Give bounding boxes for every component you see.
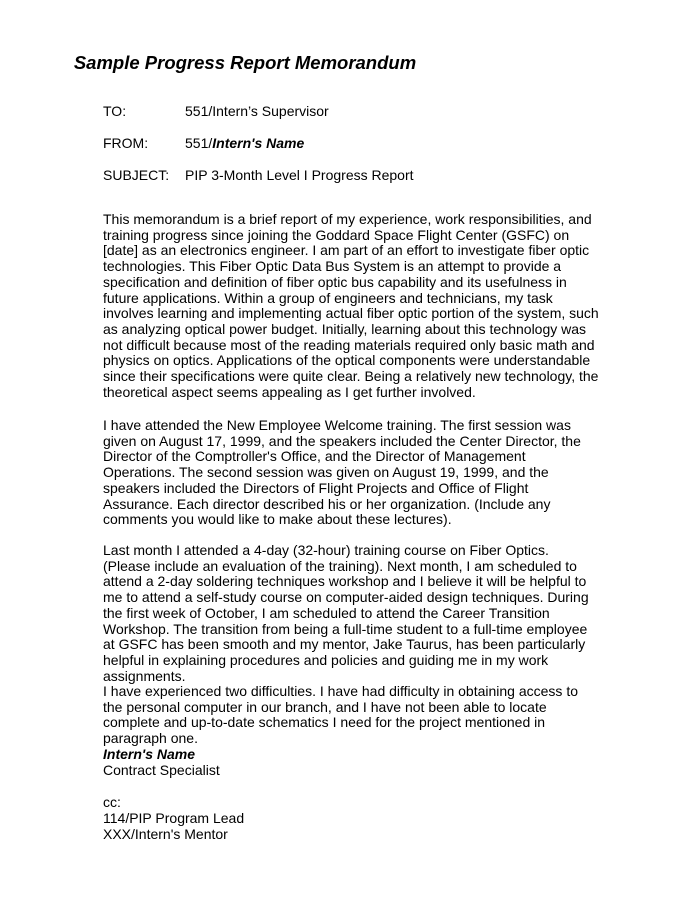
signature-name: Intern's Name	[103, 746, 196, 762]
cc-recipient: 114/PIP Program Lead	[103, 810, 245, 826]
from-name: Intern's Name	[212, 135, 305, 151]
to-row	[103, 102, 329, 120]
cc-recipient: XXX/Intern's Mentor	[103, 826, 228, 842]
to-label: TO:	[103, 103, 127, 119]
subject-value: PIP 3-Month Level I Progress Report	[185, 167, 414, 183]
cc-block	[103, 794, 244, 842]
to-value: 551/Intern’s Supervisor	[185, 103, 329, 119]
from-row	[103, 134, 304, 152]
paragraph-3: Last month I attended a 4-day (32-hour) training course on Fiber Optics. (Please include an evaluation of the training). Next month, I am scheduled to attend a 2-day soldering techniques workshop and I believe it will be helpful to me to attend a self-study course on computer-aided design techniques. During the first week of October, I am scheduled to attend the Career Transition Workshop. The transition from being a full-time student to a full-time employee at GSFC has been smooth and my mentor, Jake Taurus, has been particularly helpful in explaining procedures and policies and guiding me in my work assignments.	[103, 542, 589, 684]
subject-row	[103, 166, 414, 184]
memo-title: Sample Progress Report Memorandum	[73, 52, 417, 73]
signature-block	[103, 746, 220, 778]
paragraph-4: I have experienced two difficulties. I have had difficulty in obtaining access to the personal computer in our branch, and I have not been able to locate complete and up-to-date schematics I need for the project mentioned in paragraph one.	[103, 683, 578, 747]
paragraph-1: This memorandum is a brief report of my experience, work responsibilities, and training progress since joining the Goddard Space Flight Center (GSFC) on [date] as an electronics engineer. I am part of an effort to investigate fiber optic technologies. This Fiber Optic Data Bus System is an attempt to provide a specification and definition of fiber optic bus capability and its usefulness in future applications. Within a group of engineers and technicians, my task involves learning and implementing actual fiber optic portion of the system, such as analyzing optical power budget. Initially, learning about this technology was not difficult because most of the reading materials required only basic math and physics on optics. Applications of the optical components were understandable since their specifications were quite clear. Being a relatively new technology, the theoretical aspect seems appealing as I get further involved.	[103, 211, 599, 400]
cc-label: cc:	[103, 794, 121, 810]
subject-label: SUBJECT:	[103, 167, 170, 183]
paragraph-2: I have attended the New Employee Welcome training. The first session was given on August 17, 1999, and the speakers included the Center Director, the Director of the Comptroller's Office, and the Director of Management Operations. The second session was given on August 19, 1999, and the speakers included the Directors of Flight Projects and Office of Flight Assurance. Each director described his or her organization. (Include any comments you would like to make about these lectures).	[103, 417, 581, 528]
signature-title: Contract Specialist	[103, 762, 220, 778]
from-label: FROM:	[103, 135, 149, 151]
from-prefix: 551/	[185, 135, 213, 151]
